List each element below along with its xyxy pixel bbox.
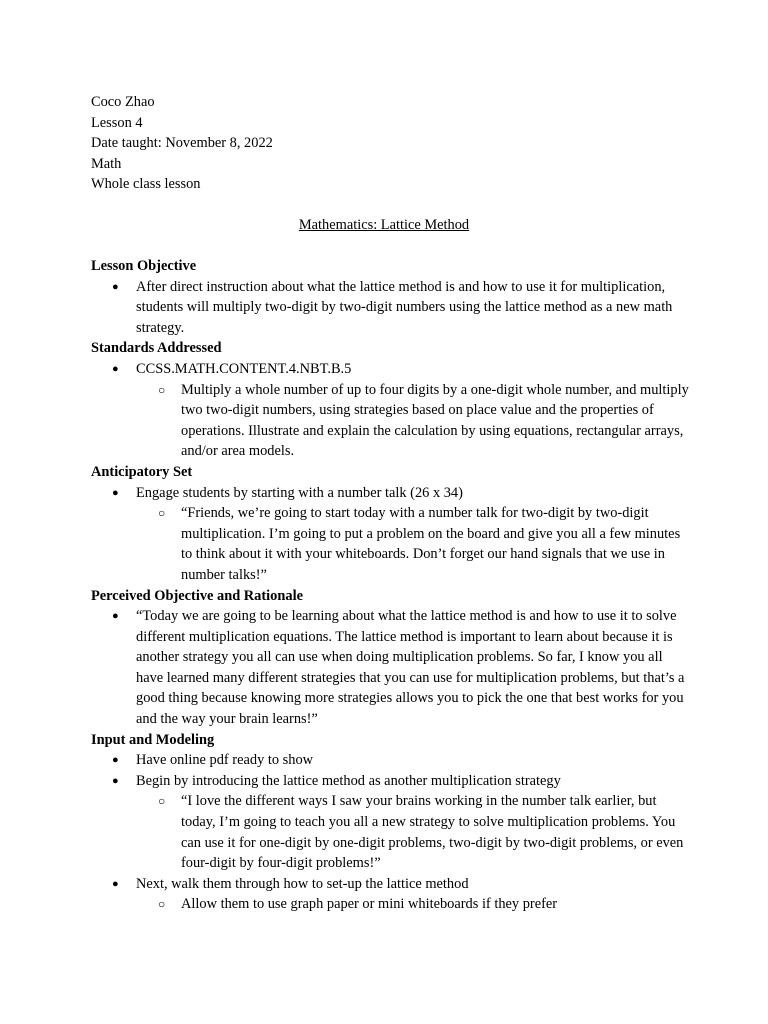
list-item-text: Have online pdf ready to show (136, 752, 314, 769)
sub-bullet-marker: ○ (158, 794, 166, 809)
list-item-text: “Today we are going to be learning about what the lattice method is and how to use it to solve different multiplication equations. The lattice method is important to learn about because it is another strategy you all can use when doing multiplication problems. So far, I know you all have learned many different strategies that you can use for multiplication problems, but that’s a good thing because knowing more strategies allows you to pick the one that best works for you and the way your brain learns!” (136, 608, 685, 728)
list-item-text: Engage students by starting with a number talk (26 x 34) (136, 484, 463, 501)
sub-bullet-marker: ○ (158, 382, 166, 397)
bullet-marker: ● (112, 610, 119, 623)
date-taught: Date taught: November 8, 2022 (91, 135, 273, 152)
sub-list-item (91, 380, 691, 462)
list-item (91, 771, 691, 792)
list-item (91, 483, 691, 504)
bullet-marker: ● (112, 280, 119, 293)
sub-bullet-marker: ○ (158, 897, 166, 912)
section-heading-perceived-objective: Perceived Objective and Rationale (91, 587, 303, 604)
list-item (91, 359, 691, 380)
section-heading-anticipatory-set: Anticipatory Set (91, 463, 193, 480)
sub-list-item (91, 894, 691, 915)
lesson-plan-body (91, 256, 691, 915)
sub-bullet-marker: ○ (158, 506, 166, 521)
sub-list-item-text: “I love the different ways I saw your brains working in the number talk earlier, but today, I’m going to teach you all a new strategy to solve multiplication problems. You can use it for one-digit by one-digit problems, two-digit by two-digit problems, or even four-digit by four-digit problems!” (181, 793, 684, 872)
document-header (91, 92, 681, 195)
lesson-format: Whole class lesson (91, 176, 201, 193)
bullet-marker: ● (112, 486, 119, 499)
section-heading-standards: Standards Addressed (91, 340, 222, 357)
lesson-number: Lesson 4 (91, 114, 143, 131)
sub-list-item-text: Allow them to use graph paper or mini whiteboards if they prefer (181, 896, 558, 913)
list-item-text: Begin by introducing the lattice method as another multiplication strategy (136, 772, 561, 789)
list-item (91, 874, 691, 895)
sub-list-item (91, 791, 691, 873)
sub-list-item (91, 503, 691, 585)
section-heading-lesson-objective: Lesson Objective (91, 258, 197, 274)
bullet-marker: ● (112, 754, 119, 767)
bullet-marker: ● (112, 362, 119, 375)
document-title: Mathematics: Lattice Method (298, 217, 470, 233)
bullet-marker: ● (112, 877, 119, 890)
subject: Math (91, 155, 122, 172)
section-heading-input-modeling: Input and Modeling (91, 731, 215, 748)
sub-list-item-text: “Friends, we’re going to start today with a number talk for two-digit by two-digit multiplication. I’m going to put a problem on the board and give you all a few minutes to think about it with your whiteboards. Don’t forget our hand signals that we use in number talks!” (181, 505, 681, 583)
sub-list-item-text: Multiply a whole number of up to four digits by a one-digit whole number, and multiply two two-digit numbers, using strategies based on place value and the properties of operations. Illustrate and explain the calculation by using equations, rectangular arrays, and/or area models. (181, 381, 689, 460)
list-item-text: CCSS.MATH.CONTENT.4.NBT.B.5 (136, 360, 352, 377)
list-item-text: Next, walk them through how to set-up the lattice method (136, 875, 469, 892)
list-item-text: After direct instruction about what the lattice method is and how to use it for multiplication, students will multiply two-digit by two-digit numbers using the lattice method as a new math strategy. (136, 278, 673, 336)
list-item (91, 277, 691, 339)
list-item (91, 606, 691, 730)
bullet-marker: ● (112, 774, 119, 787)
author-name: Coco Zhao (91, 94, 155, 110)
list-item (91, 750, 691, 771)
